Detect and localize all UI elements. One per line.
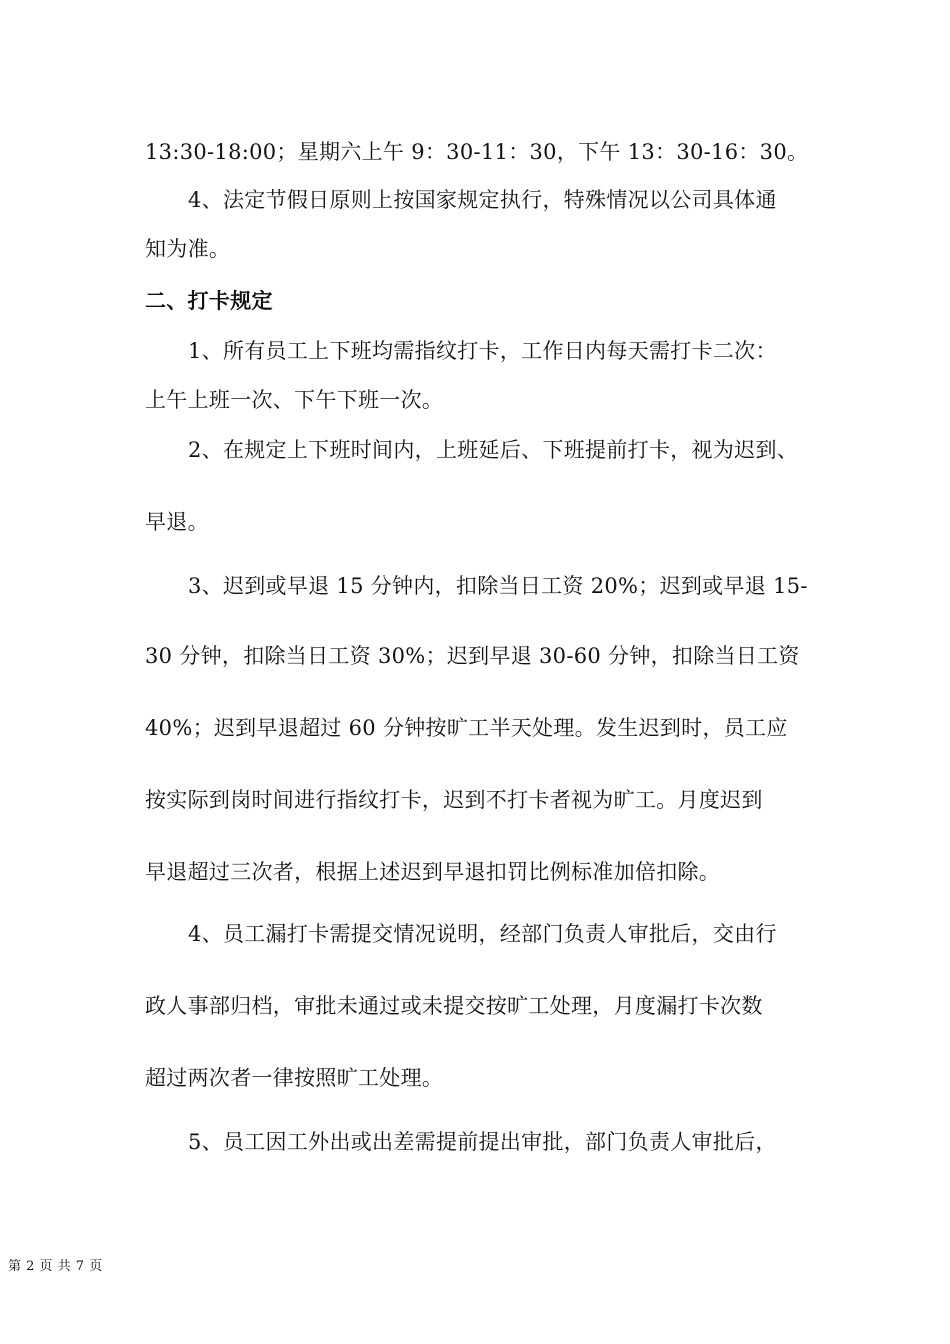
text-line-rule-2-cont: 早退。 [145,510,209,534]
text-line-rule-3: 3、迟到或早退 15 分钟内，扣除当日工资 20%；迟到或早退 15- [188,574,808,598]
text-line-rule-4: 4、员工漏打卡需提交情况说明，经部门负责人审批后，交由行 [188,922,777,946]
text-line-rule-3-cont-3: 按实际到岗时间进行指纹打卡，迟到不打卡者视为旷工。月度迟到 [145,788,763,812]
text-line-rule-3-cont-4: 早退超过三次者，根据上述迟到早退扣罚比例标准加倍扣除。 [145,860,721,884]
text-line-rule-4-cont-1: 政人事部归档，审批未通过或未提交按旷工处理，月度漏打卡次数 [145,994,763,1018]
text-line-rule-5: 5、员工因工外出或出差需提前提出审批，部门负责人审批后， [188,1130,777,1154]
text-line-rule-2: 2、在规定上下班时间内，上班延后、下班提前打卡，视为迟到、 [188,438,799,462]
text-line-holiday-rule: 4、法定节假日原则上按国家规定执行，特殊情况以公司具体通 [188,188,777,212]
text-line-work-hours: 13:30-18:00；星期六上午 9：30-11：30，下午 13：30-16：30。 [145,140,809,164]
text-line-rule-3-cont-1: 30 分钟，扣除当日工资 30%；迟到早退 30-60 分钟，扣除当日工资 [145,644,800,668]
text-line-rule-3-cont-2: 40%；迟到早退超过 60 分钟按旷工半天处理。发生迟到时，员工应 [145,716,788,740]
text-line-rule-1: 1、所有员工上下班均需指纹打卡，工作日内每天需打卡二次： [188,339,777,363]
page-number-footer: 第 2 页 共 7 页 [8,1259,103,1274]
text-line-rule-4-cont-2: 超过两次者一律按照旷工处理。 [145,1066,444,1090]
text-line-holiday-rule-cont: 知为准。 [145,237,231,261]
text-line-rule-1-cont: 上午上班一次、下午下班一次。 [145,388,444,412]
section-heading-clock-in: 二、打卡规定 [145,288,273,313]
